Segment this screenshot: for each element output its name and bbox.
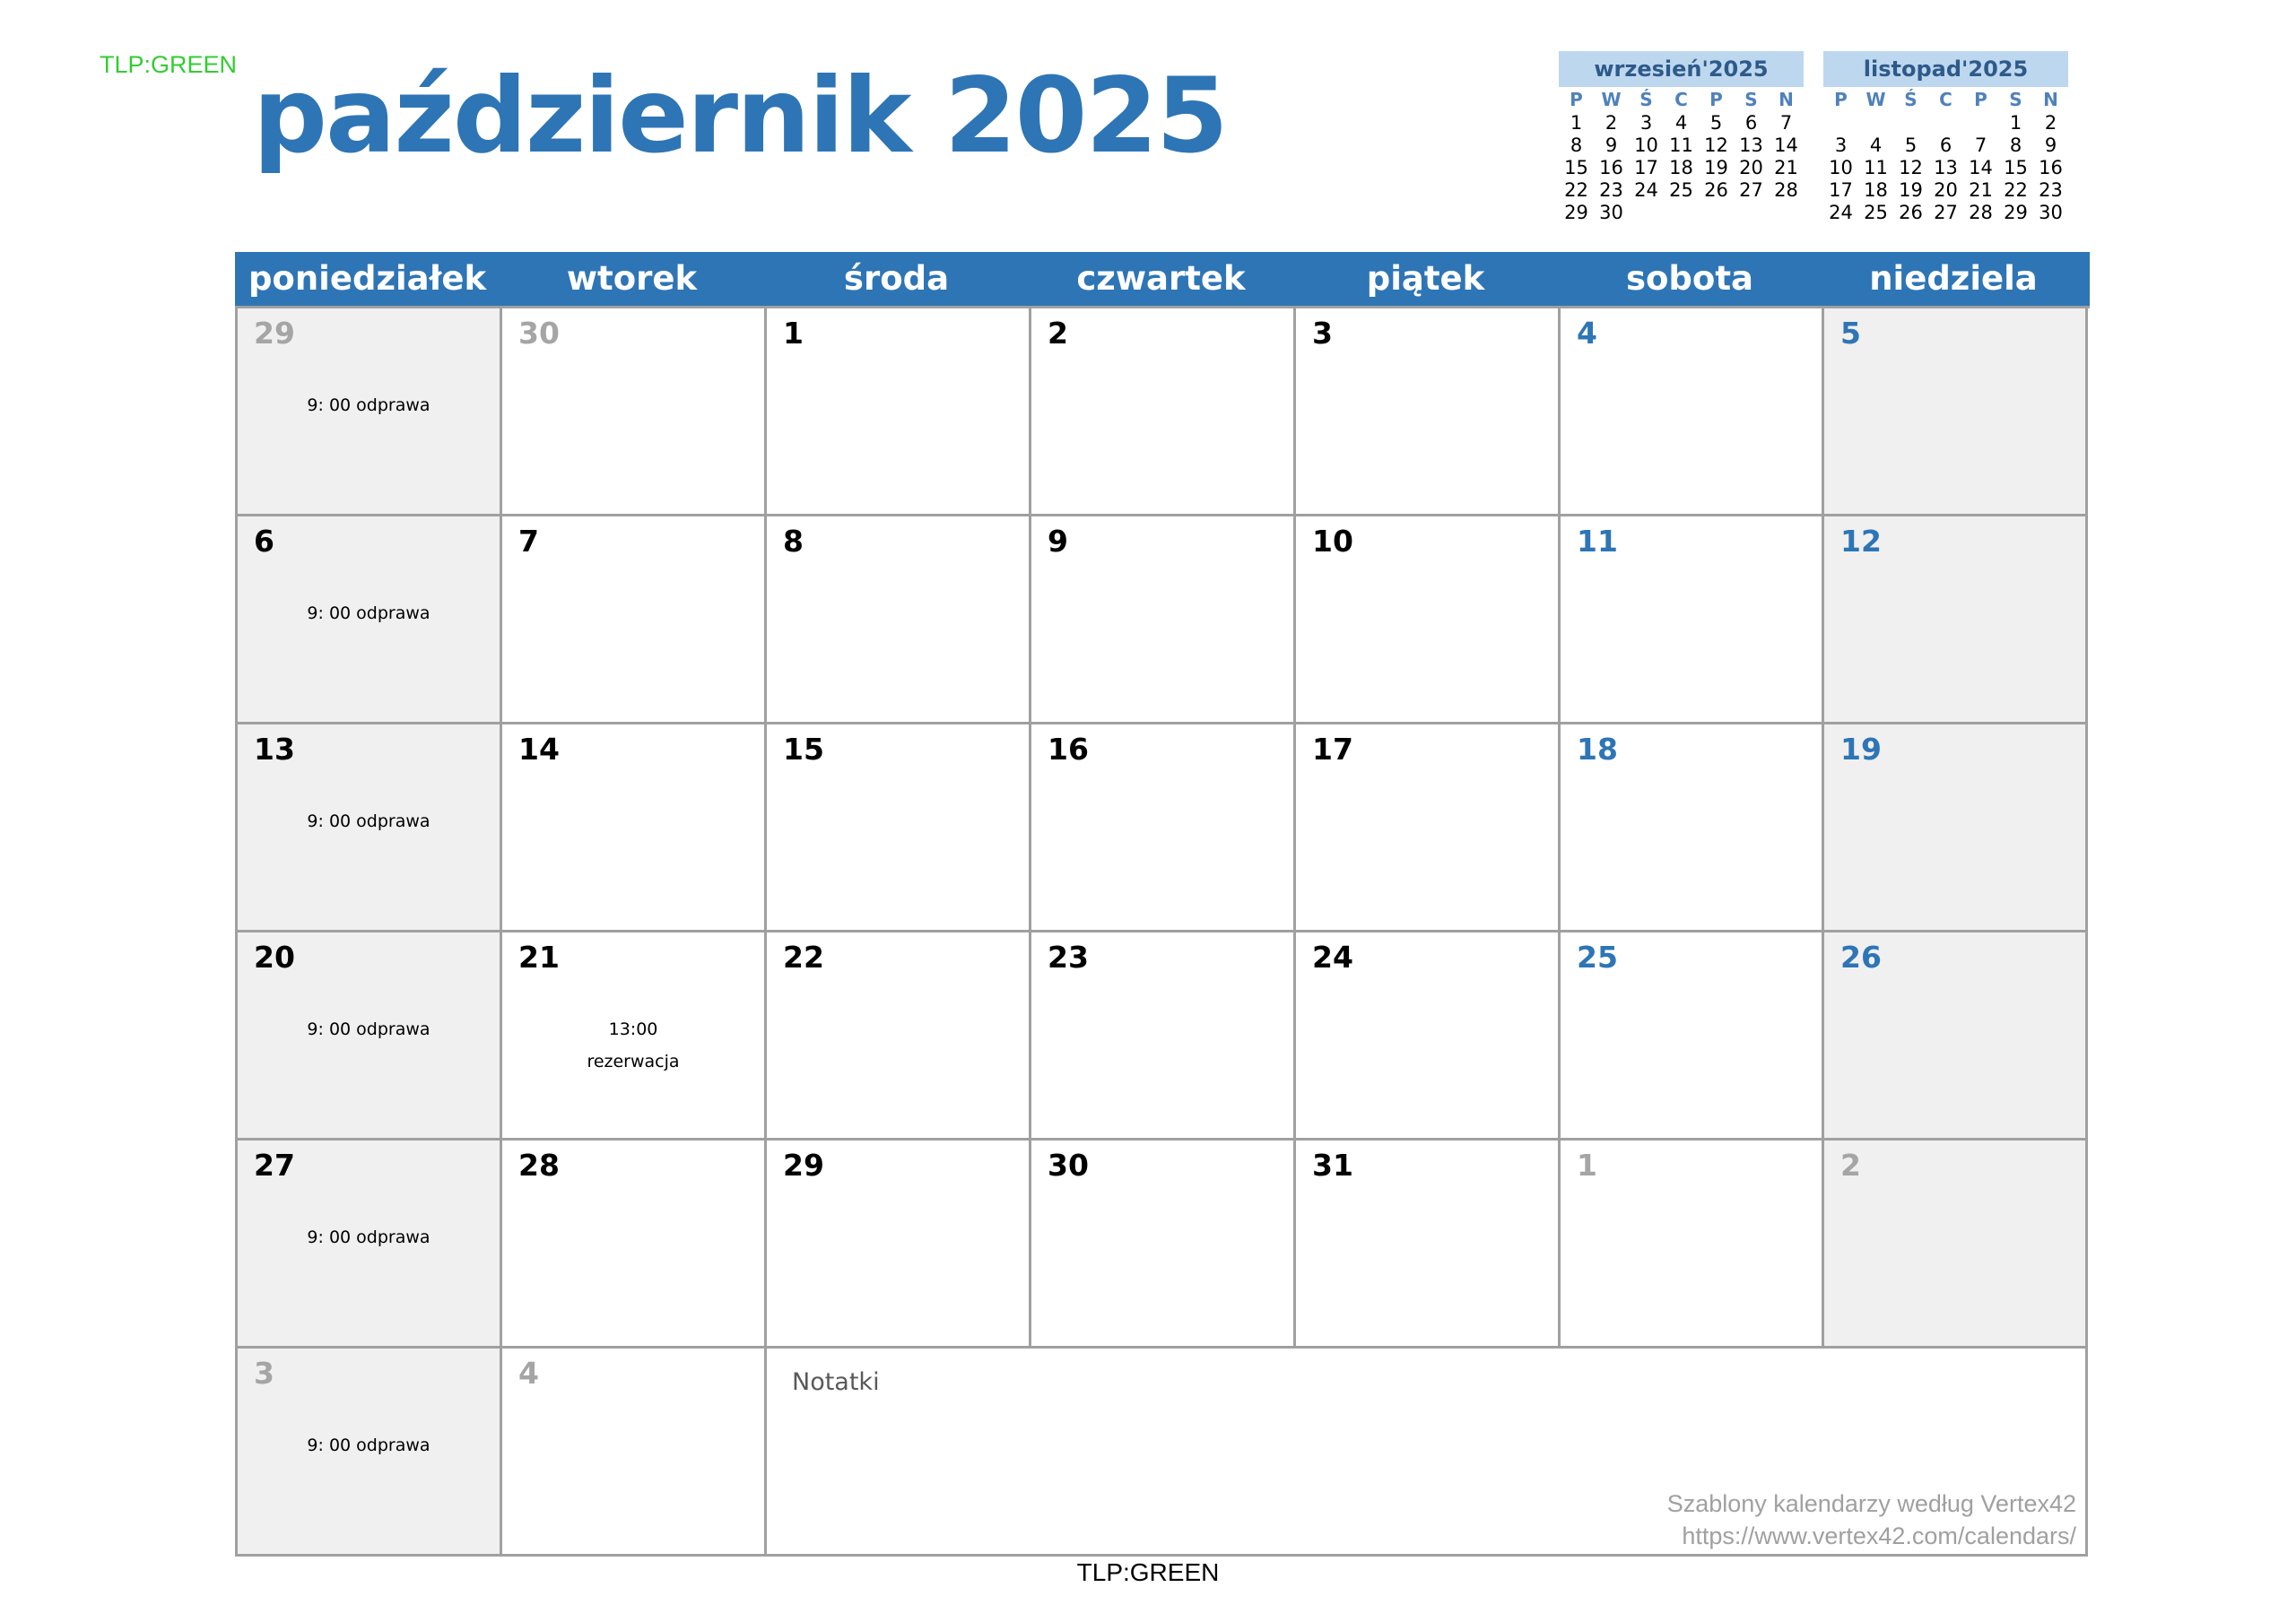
day-number: 27 bbox=[254, 1148, 295, 1183]
mini-day: 19 bbox=[1899, 179, 1923, 201]
day-number: 11 bbox=[1577, 524, 1618, 559]
day-cell[interactable] bbox=[238, 1349, 502, 1557]
day-cell[interactable] bbox=[767, 724, 1031, 932]
day-cell[interactable] bbox=[238, 1141, 502, 1349]
day-cell[interactable] bbox=[1031, 516, 1296, 724]
mini-calendar-title: listopad'2025 bbox=[1823, 51, 2068, 87]
day-cell[interactable] bbox=[767, 1141, 1031, 1349]
day-number: 5 bbox=[1840, 316, 1861, 351]
day-cell[interactable] bbox=[1824, 932, 2088, 1141]
day-cell[interactable] bbox=[502, 932, 767, 1141]
mini-weekday-label: Ś bbox=[1904, 89, 1918, 110]
mini-day: 6 bbox=[1939, 134, 1952, 156]
mini-weekday-label: S bbox=[2009, 89, 2022, 110]
tlp-label-top: TLP:GREEN bbox=[100, 51, 238, 78]
day-number: 29 bbox=[254, 316, 295, 351]
day-cell[interactable] bbox=[502, 308, 767, 516]
day-number: 10 bbox=[1312, 524, 1353, 559]
mini-day bbox=[1893, 112, 1928, 134]
mini-day: 9 bbox=[1605, 134, 1618, 156]
mini-day bbox=[1769, 202, 1804, 224]
event-text: 9: 00 odprawa bbox=[307, 603, 430, 623]
mini-day: 29 bbox=[1564, 202, 1588, 223]
day-cell[interactable] bbox=[1296, 1141, 1561, 1349]
day-cell[interactable] bbox=[1296, 932, 1561, 1141]
day-number: 26 bbox=[1840, 940, 1882, 975]
day-cell[interactable] bbox=[1824, 516, 2088, 724]
mini-calendar-grid bbox=[1559, 87, 1804, 224]
event-text: 9: 00 odprawa bbox=[307, 1436, 430, 1455]
day-cell[interactable] bbox=[238, 724, 502, 932]
day-cell[interactable] bbox=[1031, 1141, 1296, 1349]
day-cell[interactable] bbox=[502, 724, 767, 932]
mini-weekday-label: W bbox=[1601, 89, 1622, 110]
weekday-header: czwartek bbox=[1076, 259, 1246, 298]
month-calendar bbox=[235, 252, 2090, 1557]
day-number: 15 bbox=[783, 732, 824, 767]
mini-day: 26 bbox=[1899, 202, 1923, 223]
mini-day bbox=[1823, 112, 1858, 134]
day-cell[interactable] bbox=[1031, 308, 1296, 516]
day-cell[interactable] bbox=[1824, 1141, 2088, 1349]
event-text: 13:00 bbox=[608, 1019, 658, 1039]
mini-day: 9 bbox=[2044, 134, 2057, 156]
mini-day: 5 bbox=[1904, 134, 1918, 156]
mini-day: 25 bbox=[1864, 202, 1888, 223]
mini-day: 10 bbox=[1634, 134, 1658, 156]
mini-calendar-title: wrzesień'2025 bbox=[1559, 51, 1804, 87]
mini-day: 24 bbox=[1634, 179, 1658, 201]
mini-weekday-label: C bbox=[1674, 89, 1688, 110]
day-cell[interactable] bbox=[1561, 308, 1824, 516]
day-cell[interactable] bbox=[1824, 724, 2088, 932]
weekday-header: wtorek bbox=[566, 259, 698, 298]
day-number: 31 bbox=[1312, 1148, 1353, 1183]
day-number: 30 bbox=[518, 316, 560, 351]
mini-day: 4 bbox=[1674, 112, 1688, 134]
mini-day: 30 bbox=[1599, 202, 1623, 223]
day-cell[interactable] bbox=[1296, 724, 1561, 932]
mini-day: 30 bbox=[2039, 202, 2063, 223]
mini-weekday-label: C bbox=[1939, 89, 1952, 110]
mini-day: 28 bbox=[1969, 202, 1993, 223]
mini-day: 20 bbox=[1934, 179, 1958, 201]
day-number: 30 bbox=[1048, 1148, 1089, 1183]
mini-day: 8 bbox=[1570, 134, 1583, 156]
credit-text: Szablony kalendarzy według Vertex42 bbox=[1666, 1490, 2076, 1517]
weekday-header: piątek bbox=[1366, 259, 1485, 298]
day-number: 9 bbox=[1048, 524, 1068, 559]
mini-day: 7 bbox=[1779, 112, 1793, 134]
mini-day: 3 bbox=[1834, 134, 1848, 156]
day-number: 22 bbox=[783, 940, 824, 975]
mini-day: 1 bbox=[2009, 112, 2022, 134]
day-number: 16 bbox=[1048, 732, 1089, 767]
notes-label: Notatki bbox=[792, 1368, 880, 1396]
mini-day: 27 bbox=[1934, 202, 1958, 223]
mini-day: 28 bbox=[1774, 179, 1798, 201]
mini-day: 7 bbox=[1974, 134, 1987, 156]
mini-day: 17 bbox=[1634, 157, 1658, 178]
mini-day: 3 bbox=[1639, 112, 1653, 134]
mini-calendar-previous bbox=[1559, 51, 1804, 224]
day-number: 12 bbox=[1840, 524, 1882, 559]
day-cell[interactable] bbox=[1561, 932, 1824, 1141]
day-number: 29 bbox=[783, 1148, 824, 1183]
event-text: 9: 00 odprawa bbox=[307, 1019, 430, 1039]
mini-day bbox=[1664, 202, 1699, 224]
tlp-label-bottom: TLP:GREEN bbox=[1076, 1558, 1220, 1586]
event-entry bbox=[238, 389, 500, 421]
day-cell[interactable] bbox=[502, 1349, 767, 1557]
day-cell[interactable] bbox=[1296, 516, 1561, 724]
day-cell[interactable] bbox=[767, 308, 1031, 516]
calendar-grid bbox=[235, 306, 2090, 1557]
mini-day: 14 bbox=[1969, 157, 1993, 178]
weekday-header-row bbox=[235, 252, 2090, 306]
mini-weekday-label: P bbox=[1709, 89, 1723, 110]
weekday-header: sobota bbox=[1625, 259, 1753, 298]
mini-day: 11 bbox=[1864, 157, 1888, 178]
mini-day: 14 bbox=[1774, 134, 1798, 156]
mini-day: 26 bbox=[1704, 179, 1728, 201]
day-number: 19 bbox=[1840, 732, 1882, 767]
mini-day: 15 bbox=[2004, 157, 2028, 178]
mini-day: 23 bbox=[2039, 179, 2063, 201]
mini-weekday-label: Ś bbox=[1639, 89, 1653, 110]
day-cell[interactable] bbox=[767, 932, 1031, 1141]
page-title: październik 2025 bbox=[253, 56, 1227, 177]
mini-day bbox=[1734, 202, 1769, 224]
day-number: 14 bbox=[518, 732, 560, 767]
day-number: 18 bbox=[1577, 732, 1618, 767]
mini-day: 25 bbox=[1669, 179, 1693, 201]
event-text: 9: 00 odprawa bbox=[307, 395, 430, 415]
day-number: 1 bbox=[783, 316, 804, 351]
mini-day: 16 bbox=[2039, 157, 2063, 178]
mini-weekday-label: P bbox=[1834, 89, 1848, 110]
event-entry bbox=[238, 1429, 500, 1462]
day-number: 21 bbox=[518, 940, 560, 975]
mini-day: 21 bbox=[1969, 179, 1993, 201]
mini-day: 12 bbox=[1899, 157, 1923, 178]
weekday-header: poniedziałek bbox=[248, 259, 487, 298]
event-text: rezerwacja bbox=[587, 1052, 680, 1071]
day-number: 4 bbox=[1577, 316, 1597, 351]
mini-calendar-grid bbox=[1823, 87, 2068, 224]
day-number: 4 bbox=[518, 1356, 539, 1391]
event-entry bbox=[502, 1013, 764, 1078]
mini-day: 12 bbox=[1704, 134, 1728, 156]
day-cell[interactable] bbox=[502, 516, 767, 724]
day-number: 6 bbox=[254, 524, 274, 559]
mini-day bbox=[1699, 202, 1734, 224]
day-cell[interactable] bbox=[1031, 724, 1296, 932]
day-number: 13 bbox=[254, 732, 295, 767]
mini-weekday-label: P bbox=[1570, 89, 1583, 110]
mini-day: 29 bbox=[2004, 202, 2028, 223]
mini-weekday-label: P bbox=[1974, 89, 1987, 110]
day-cell[interactable] bbox=[238, 932, 502, 1141]
mini-day bbox=[1629, 202, 1664, 224]
day-cell[interactable] bbox=[767, 516, 1031, 724]
mini-day: 22 bbox=[2004, 179, 2028, 201]
day-cell[interactable] bbox=[238, 308, 502, 516]
mini-day: 13 bbox=[1739, 134, 1763, 156]
mini-calendar-next bbox=[1823, 51, 2068, 224]
event-entry bbox=[238, 805, 500, 837]
mini-day: 5 bbox=[1709, 112, 1723, 134]
event-entry bbox=[238, 1013, 500, 1045]
day-number: 2 bbox=[1048, 316, 1068, 351]
mini-day: 17 bbox=[1829, 179, 1853, 201]
mini-day: 22 bbox=[1564, 179, 1588, 201]
day-number: 8 bbox=[783, 524, 804, 559]
mini-day: 11 bbox=[1669, 134, 1693, 156]
mini-day: 10 bbox=[1829, 157, 1853, 178]
mini-day: 6 bbox=[1744, 112, 1758, 134]
day-cell[interactable] bbox=[1561, 1141, 1824, 1349]
day-number: 17 bbox=[1312, 732, 1353, 767]
mini-day: 2 bbox=[1605, 112, 1618, 134]
day-number: 1 bbox=[1577, 1148, 1597, 1183]
mini-weekday-label: N bbox=[1779, 89, 1794, 110]
day-cell[interactable] bbox=[1561, 516, 1824, 724]
mini-day: 23 bbox=[1599, 179, 1623, 201]
day-number: 24 bbox=[1312, 940, 1353, 975]
mini-day: 4 bbox=[1869, 134, 1883, 156]
event-text: 9: 00 odprawa bbox=[307, 811, 430, 831]
mini-weekday-label: W bbox=[1866, 89, 1886, 110]
mini-weekday-label: N bbox=[2043, 89, 2058, 110]
mini-day: 19 bbox=[1704, 157, 1728, 178]
mini-day: 15 bbox=[1564, 157, 1588, 178]
event-entry bbox=[238, 1221, 500, 1253]
mini-day: 1 bbox=[1570, 112, 1583, 134]
mini-day: 18 bbox=[1864, 179, 1888, 201]
day-number: 20 bbox=[254, 940, 295, 975]
day-cell[interactable] bbox=[1561, 724, 1824, 932]
mini-day bbox=[1928, 112, 1963, 134]
notes-area[interactable] bbox=[767, 1349, 2088, 1557]
day-number: 7 bbox=[518, 524, 539, 559]
mini-weekday-label: S bbox=[1744, 89, 1758, 110]
credit-link[interactable]: https://www.vertex42.com/calendars/ bbox=[1682, 1522, 2076, 1549]
mini-day: 13 bbox=[1934, 157, 1958, 178]
mini-day bbox=[1858, 112, 1893, 134]
mini-day: 27 bbox=[1739, 179, 1763, 201]
template-credit bbox=[1667, 1488, 2076, 1552]
day-number: 23 bbox=[1048, 940, 1089, 975]
day-number: 3 bbox=[1312, 316, 1333, 351]
day-cell[interactable] bbox=[502, 1141, 767, 1349]
mini-day bbox=[1963, 112, 1998, 134]
day-cell[interactable] bbox=[1824, 308, 2088, 516]
mini-day: 20 bbox=[1739, 157, 1763, 178]
day-number: 28 bbox=[518, 1148, 560, 1183]
day-number: 2 bbox=[1840, 1148, 1861, 1183]
mini-day: 24 bbox=[1829, 202, 1853, 223]
day-cell[interactable] bbox=[1031, 932, 1296, 1141]
day-cell[interactable] bbox=[238, 516, 502, 724]
mini-day: 18 bbox=[1669, 157, 1693, 178]
day-number: 3 bbox=[254, 1356, 274, 1391]
mini-day: 8 bbox=[2009, 134, 2022, 156]
event-text: 9: 00 odprawa bbox=[307, 1227, 430, 1247]
event-entry bbox=[238, 597, 500, 629]
mini-day: 16 bbox=[1599, 157, 1623, 178]
day-number: 25 bbox=[1577, 940, 1618, 975]
weekday-header: niedziela bbox=[1869, 259, 2038, 298]
day-cell[interactable] bbox=[1296, 308, 1561, 516]
weekday-header: środa bbox=[843, 259, 950, 298]
mini-day: 2 bbox=[2044, 112, 2057, 134]
mini-day: 21 bbox=[1774, 157, 1798, 178]
